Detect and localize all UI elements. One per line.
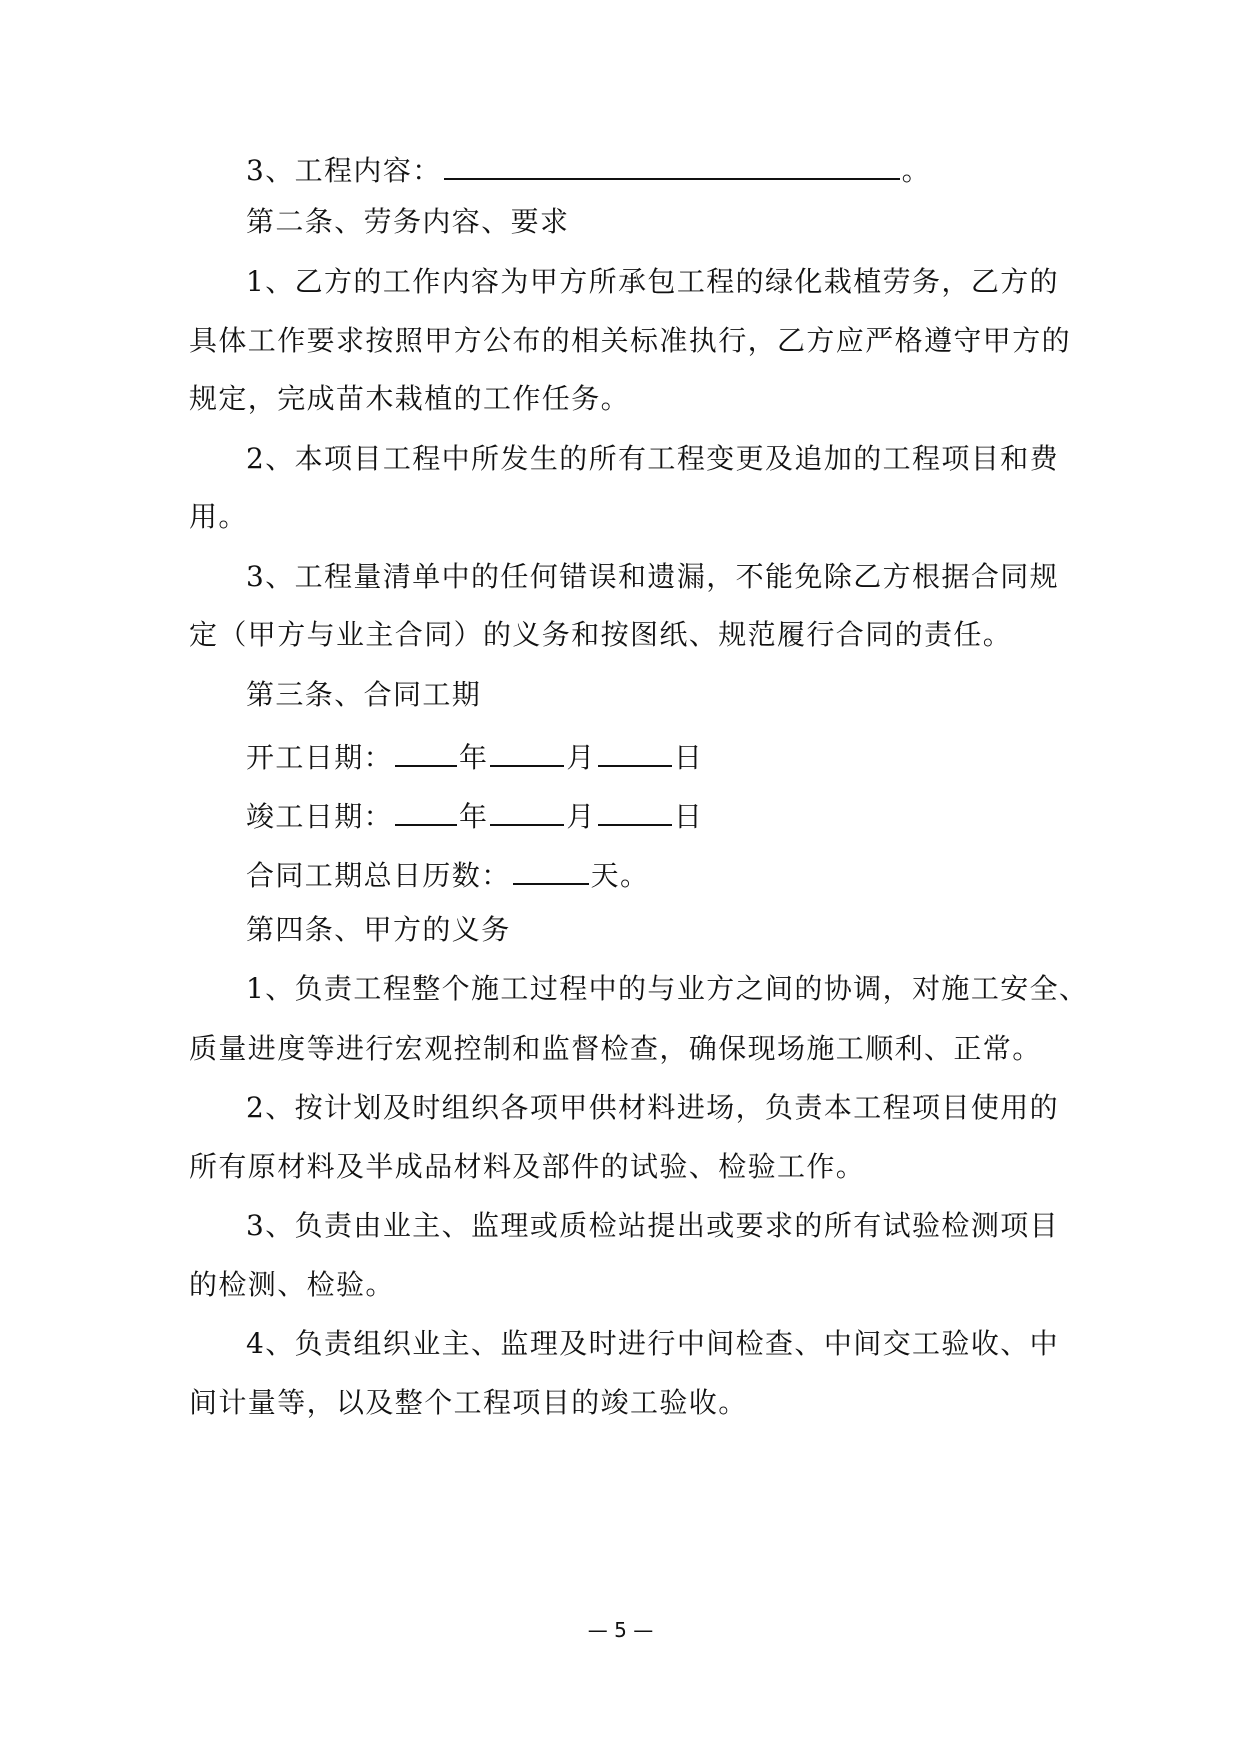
paragraph-line: 所有原材料及半成品材料及部件的试验、检验工作。 [189,1150,866,1183]
end-date-label: 竣工日期： [246,800,394,833]
start-date-label: 开工日期： [246,741,394,774]
work-content-line [246,148,931,189]
start-month-blank[interactable] [490,735,564,767]
paragraph-line: 具体工作要求按照甲方公布的相关标准执行，乙方应严格遵守甲方的 [189,324,1072,357]
period: 。 [901,154,932,187]
paragraph-line: 3、负责由业主、监理或质检站提出或要求的所有试验检测项目 [246,1209,1060,1242]
paragraph-line: 间计量等，以及整个工程项目的竣工验收。 [189,1386,748,1419]
article-4-title: 第四条、甲方的义务 [246,913,511,946]
article-2-title: 第二条、劳务内容、要求 [246,205,570,238]
end-year-blank[interactable] [395,794,457,826]
start-day-blank[interactable] [598,735,672,767]
end-month-blank[interactable] [490,794,564,826]
paragraph-line: 1、乙方的工作内容为甲方所承包工程的绿化栽植劳务，乙方的 [246,265,1060,298]
day-label: 日 [673,741,704,774]
article-3-title: 第三条、合同工期 [246,678,482,711]
paragraph-line: 2、按计划及时组织各项甲供材料进场，负责本工程项目使用的 [246,1091,1060,1124]
total-days-label: 合同工期总日历数： [246,859,511,892]
paragraph-line: 3、工程量清单中的任何错误和遗漏，不能免除乙方根据合同规 [246,560,1060,593]
work-content-label: 3、工程内容： [246,154,442,187]
month-label: 月 [566,741,596,774]
paragraph-line: 规定，完成苗木栽植的工作任务。 [189,382,631,415]
days-unit: 天。 [590,859,650,892]
total-days-line [246,853,649,894]
day-label: 日 [673,800,704,833]
paragraph-line: 的检测、检验。 [189,1268,395,1301]
start-date-line [246,735,703,776]
page-number: — 5 — [587,1618,654,1642]
paragraph-line: 1、负责工程整个施工过程中的与业方之间的协调，对施工安全、 [246,972,1089,1005]
month-label: 月 [566,800,596,833]
paragraph-line: 2、本项目工程中所发生的所有工程变更及追加的工程项目和费 [246,442,1060,475]
paragraph-line: 4、负责组织业主、监理及时进行中间检查、中间交工验收、中 [246,1327,1060,1360]
paragraph-line: 用。 [189,500,248,533]
end-day-blank[interactable] [598,794,672,826]
year-label: 年 [459,741,489,774]
end-date-line [246,794,703,835]
work-content-blank[interactable] [444,148,900,180]
total-days-blank[interactable] [513,853,589,885]
year-label: 年 [459,800,489,833]
paragraph-line: 定（甲方与业主合同）的义务和按图纸、规范履行合同的责任。 [189,618,1013,651]
start-year-blank[interactable] [395,735,457,767]
paragraph-line: 质量进度等进行宏观控制和监督检查，确保现场施工顺利、正常。 [189,1032,1042,1065]
